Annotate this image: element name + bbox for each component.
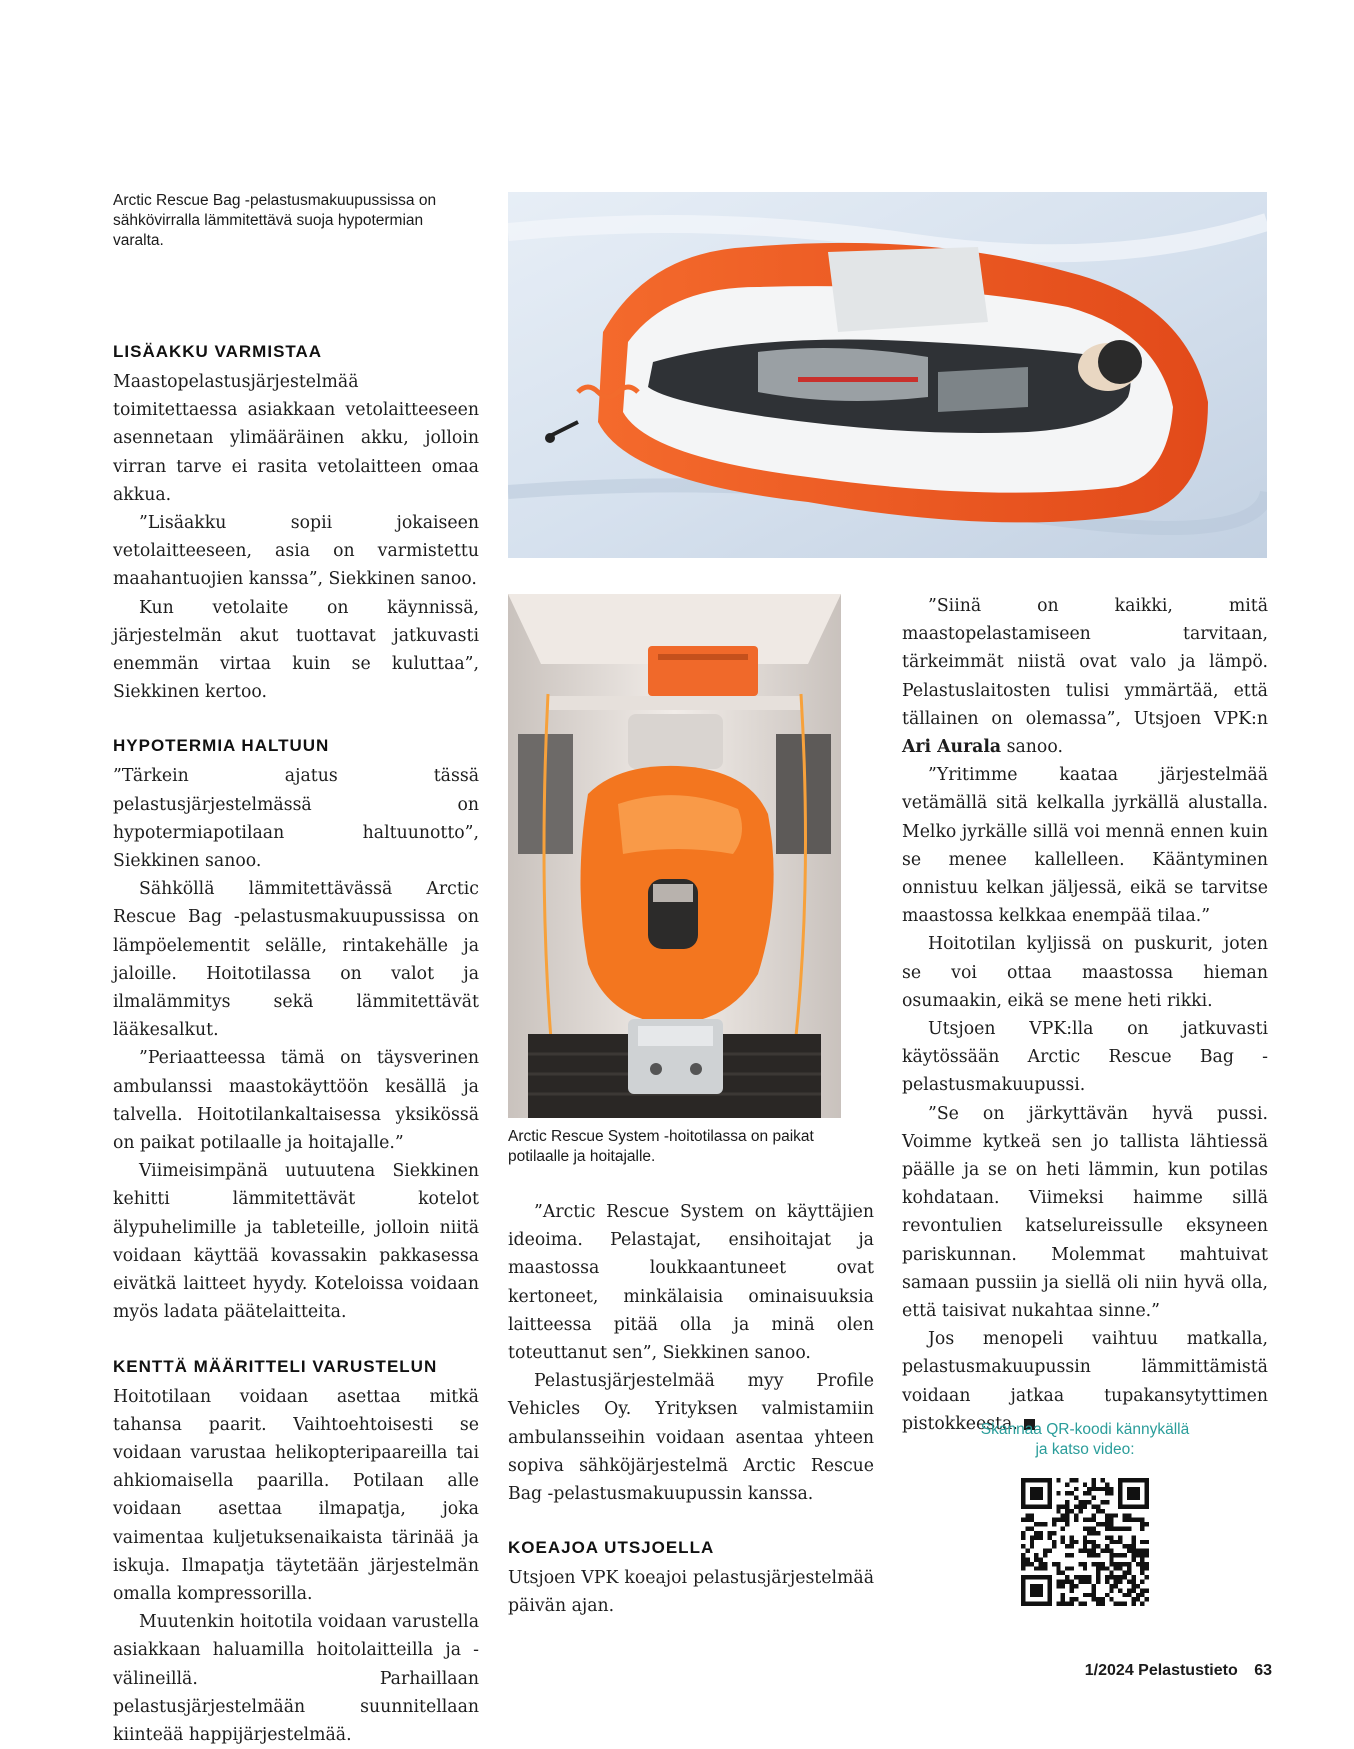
photo-rescue-bag-illustration <box>508 192 1267 558</box>
paragraph: ”Se on järkyttävän hyvä pussi. Voimme kytkeä sen jo tallista lähtiessä päälle ja se on heti lämmin, kun potilas kohdataan. Viimeksi haimme sillä revontulien katselureissulle eksyneen pariskunnan. Molemmat mahtuivat samaan pussiin ja siellä oli niin hyvä olla, että taisivat nukahtaa sinne.” <box>902 1103 1268 1322</box>
paragraph: ”Tärkein ajatus tässä pelastusjärjestelmässä on hypotermiapotilaan haltuunotto”, Siekkinen sanoo. <box>113 766 479 872</box>
paragraph: Pelastusjärjestelmää myy Profile Vehicles Oy. Yrityksen valmistamiin ambulansseihin voidaan asentaa yhteen sopiva sähköjärjestelmä Arctic Rescue Bag -pelastusmakuupussin kanssa. <box>508 1371 874 1505</box>
person-name: Ari Aurala <box>902 737 1002 758</box>
page-number: 63 <box>1254 1662 1272 1679</box>
paragraph: ”Yritimme kaataa järjestelmää vetämällä sitä kelkalla jyrkällä alustalla. Melko jyrkälle sillä voi mennä ennen kuin se menee kallelleen. Kääntyminen onnistuu kelkan jäljessä, eikä se tarvitse maastossa kelkkaa enempää tilaa.” <box>902 765 1268 927</box>
paragraph: ”Periaatteessa tämä on täysverinen ambulanssi maastokäyttöön kesällä ja talvella. Hoitotilankaltaisessa yksikössä on paikat potilaalle ja hoitajalle.” <box>113 1048 479 1154</box>
section-heading-hypotermia: HYPOTERMIA HALTUUN <box>113 736 330 756</box>
section-heading-lisaakku: LISÄAKKU VARMISTAA <box>113 342 323 361</box>
paragraph: Muutenkin hoitotila voidaan varustella asiakkaan haluamilla hoitolaitteilla ja -välineillä. Parhaillaan pelastusjärjestelmään suunnitellaan kiinteää happijärjestelmää. <box>113 1612 479 1745</box>
issue-label: 1/2024 Pelastustieto <box>1084 1662 1238 1679</box>
paragraph: Sähköllä lämmitettävässä Arctic Rescue Bag -pelastusmakuupussissa on lämpöelementit selälle, rintakehälle ja jaloille. Hoitotilassa on valot ja ilmalämmitys sekä lämmitettävät lääkesalkut. <box>113 879 479 1041</box>
qr-code-icon[interactable] <box>1021 1478 1149 1606</box>
photo-interior-illustration <box>508 594 841 1118</box>
photo-rescue-system-interior <box>508 594 841 1118</box>
paragraph: ”Arctic Rescue System on käyttäjien ideoima. Pelastajat, ensihoitajat ja maastossa loukkaantuneet ovat kertoneet, minkälaisia ominaisuuksia laitteessa pitää olla ja minä olen toteuttanut sen”, Siekkinen sanoo. <box>508 1202 874 1364</box>
paragraph: Hoitotilan kyljissä on puskurit, joten se voi ottaa maastossa hieman osumaakin, eikä se mene heti rikki. <box>902 934 1268 1011</box>
article-column-3 <box>902 592 1268 1438</box>
photo-caption-middle: Arctic Rescue System -hoitotilassa on paikat potilaalle ja hoitajalle. <box>508 1128 814 1165</box>
section-heading-kentta: KENTTÄ MÄÄRITTELI VARUSTELUN <box>113 1356 438 1376</box>
paragraph: Kun vetolaite on käynnissä, järjestelmän akut tuottavat jatkuvasti enemmän virtaa kuin se kuluttaa”, Siekkinen kertoo. <box>113 597 479 703</box>
article-column-1 <box>113 338 479 1749</box>
article-column-2 <box>508 1198 874 1621</box>
paragraph: Maastopelastusjärjestelmää toimitettaessa asiakkaan vetolaitteeseen asennetaan ylimääräinen akku, jolloin virran tarve ei rasita vetolaitteen omaa akkua. <box>113 372 479 505</box>
photo-caption-top: Arctic Rescue Bag -pelastusmakuupussissa on sähkövirralla lämmitettävä suoja hypotermian varalta. <box>113 192 437 249</box>
paragraph: ”Lisäakku sopii jokaiseen vetolaitteeseen, asia on varmistettu maahantuojien kanssa”, Siekkinen sanoo. <box>113 513 479 590</box>
paragraph: Utsjoen VPK:lla on jatkuvasti käytössään Arctic Rescue Bag -pelastusmakuupussi. <box>902 1019 1268 1096</box>
page-footer <box>1052 1662 1272 1680</box>
qr-code-graphic <box>1021 1478 1149 1606</box>
paragraph: Utsjoen VPK koeajoi pelastusjärjestelmää päivän ajan. <box>508 1568 874 1617</box>
paragraph: ”Siinä on kaikki, mitä maastopelastamiseen tarvitaan, tärkeimmät niistä ovat valo ja lämpö. Pelastuslaitosten tulisi ymmärtää, että tällainen on olemassa”, Utsjoen VPK:n Ari Aurala sanoo. <box>902 596 1268 758</box>
photo-rescue-bag-on-snow <box>508 192 1267 558</box>
qr-prompt: Skannaa QR-koodi kännykällä ja katso video: <box>980 1421 1190 1458</box>
paragraph: Hoitotilaan voidaan asettaa mitkä tahansa paarit. Vaihtoehtoisesti se voidaan varustaa helikopteripaareilla tai ahkiomaisella paarilla. Potilaan alle voidaan asettaa ilmapatja, joka vaimentaa kuljetuksenaikaista tärinää ja iskuja. Ilmapatja täytetään järjestelmän omalla kompressorilla. <box>113 1386 479 1604</box>
paragraph: Viimeisimpänä uutuutena Siekkinen kehitti lämmitettävät kotelot älypuhelimille ja tableteille, jolloin niitä voidaan käyttää kovassakin pakkasessa eivätkä laitteet hyydy. Koteloissa voidaan myös ladata päätelaitteita. <box>113 1161 479 1323</box>
section-heading-koeajoa: KOEAJOA UTSJOELLA <box>508 1538 715 1558</box>
paragraph: Jos menopeli vaihtuu matkalla, pelastusmakuupussin lämmittämistä voidaan jatkaa tupakansytyttimen pistokkeesta. <box>902 1329 1268 1434</box>
